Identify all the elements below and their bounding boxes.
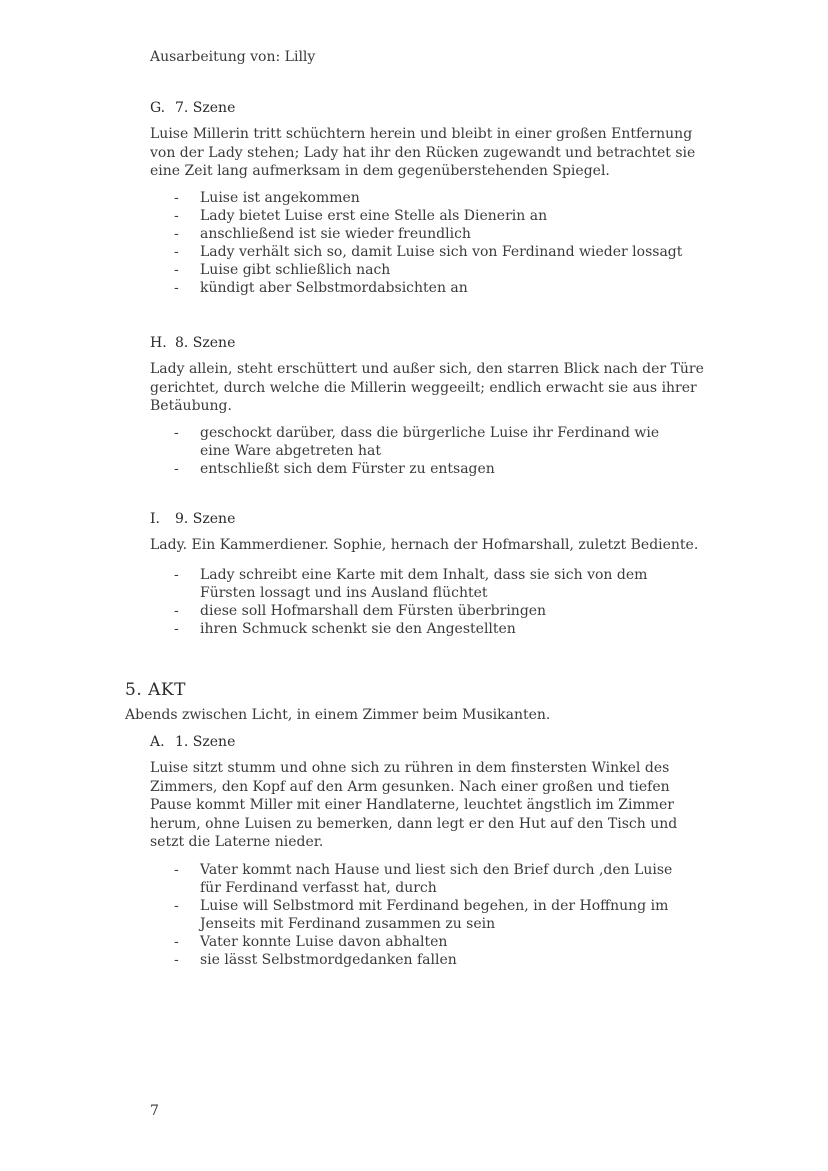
act-heading: 5. AKT <box>125 680 186 700</box>
page-number: 7 <box>150 1103 159 1119</box>
scene-section <box>150 734 710 969</box>
list-item: - ihren Schmuck schenkt sie den Angestellten <box>174 620 516 637</box>
scene-paragraph: Luise Millerin tritt schüchtern herein und bleibt in einer großen Entfernung von der Lady stehen; Lady hat ihr den Rücken zugewandt und betrachtet sie eine Zeit lang aufmerksam in dem gegenüberstehenden Spiegel. <box>150 126 696 179</box>
scene-paragraph: Lady. Ein Kammerdiener. Sophie, hernach der Hofmarshall, zuletzt Bediente. <box>150 537 699 553</box>
scene-title: 1. Szene <box>175 734 236 750</box>
scene-heading <box>150 734 710 750</box>
list-item: - geschockt darüber, dass die bürgerliche Luise ihr Ferdinand wie eine Ware abgetreten hat <box>174 424 660 459</box>
list-item: - Lady bietet Luise erst eine Stelle als Dienerin an <box>174 207 548 224</box>
scene-letter: H. <box>150 335 167 351</box>
scene-letter: I. <box>150 511 160 527</box>
list-item: - Luise gibt schließlich nach <box>174 261 391 278</box>
list-item: - Luise will Selbstmord mit Ferdinand begehen, in der Hoffnung im Jenseits mit Ferdinand zusammen zu sein <box>174 897 669 932</box>
scene-paragraph: Lady allein, steht erschüttert und außer sich, den starren Blick nach der Türe gerichtet, durch welche die Millerin weggeeilt; endlich erwacht sie aus ihrer Betäubung. <box>150 361 704 414</box>
scene-title: 7. Szene <box>175 100 236 116</box>
list-item: - kündigt aber Selbstmordabsichten an <box>174 279 468 296</box>
scene-letter: G. <box>150 100 166 116</box>
scene-title: 9. Szene <box>175 511 236 527</box>
scene-letter: A. <box>150 734 165 750</box>
list-item: - sie lässt Selbstmordgedanken fallen <box>174 951 457 968</box>
scene-section <box>150 100 710 297</box>
bullet-list <box>150 424 710 478</box>
list-item: - Vater konnte Luise davon abhalten <box>174 933 448 950</box>
bullet-list <box>150 566 710 638</box>
list-item: - Vater kommt nach Hause und liest sich den Brief durch ‚den Luise für Ferdinand verfasst hat, durch <box>174 861 673 896</box>
list-item: - Lady verhält sich so, damit Luise sich von Ferdinand wieder lossagt <box>174 243 683 260</box>
scene-heading <box>150 335 710 351</box>
scene-heading <box>150 511 710 527</box>
scene-heading <box>150 100 710 116</box>
scene-paragraph: Luise sitzt stumm und ohne sich zu rühren in dem finstersten Winkel des Zimmers, den Kopf auf den Arm gesunken. Nach einer großen und tiefen Pause kommt Miller mit einer Handlaterne, leuchtet ängstlich im Zimmer herum, ohne Luisen zu bemerken, dann legt er den Hut auf den Tisch und setzt die Laterne nieder. <box>150 760 678 850</box>
scene-section <box>150 511 710 638</box>
list-item: - diese soll Hofmarshall dem Fürsten überbringen <box>174 602 547 619</box>
list-item: - Luise ist angekommen <box>174 189 360 206</box>
scene-section <box>150 335 710 478</box>
list-item: - anschließend ist sie wieder freundlich <box>174 225 471 242</box>
act-subtitle: Abends zwischen Licht, in einem Zimmer beim Musikanten. <box>125 707 551 723</box>
bullet-list <box>150 189 710 297</box>
scene-title: 8. Szene <box>175 335 236 351</box>
list-item: - Lady schreibt eine Karte mit dem Inhalt, dass sie sich von dem Fürsten lossagt und ins Ausland flüchtet <box>174 566 648 601</box>
bullet-list <box>150 861 710 969</box>
list-item: - entschließt sich dem Fürster zu entsagen <box>174 460 495 477</box>
header-author: Ausarbeitung von: Lilly <box>150 49 316 65</box>
